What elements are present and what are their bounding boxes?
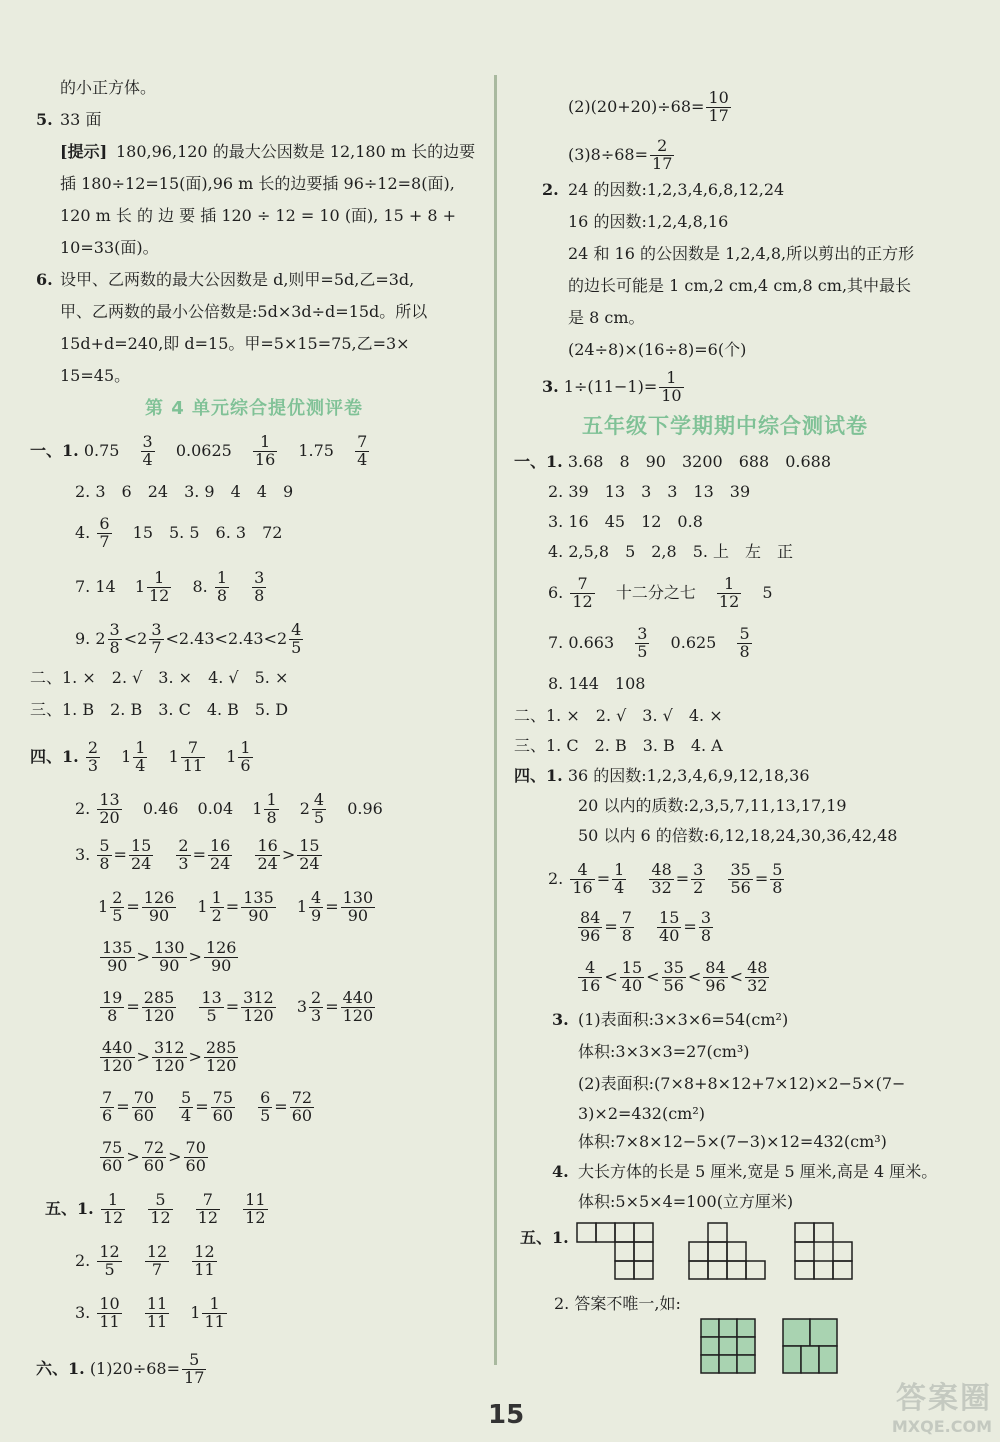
- watermark-bottom: MXQE.COM: [891, 1417, 992, 1436]
- r-s4-q3-line-1: (1)表面积:3×3×6=54(cm²): [578, 1010, 789, 1029]
- r-s3-row: 三、1. C 2. B 3. B 4. A: [514, 736, 723, 755]
- s4-q1-row: 四、1. $\frac{2}{3}$ 1 $\frac{1}{4}$ 1 $\frac{7}{11}$ 1 $\frac{1}{6}$: [30, 738, 251, 775]
- s1-q4-row: 4. $\frac{6}{7}$ 15 5. 5 6. 3 72: [75, 514, 283, 551]
- s4-q3-row-a: 3. $\frac{5}{8}$ = $\frac{15}{24}$ $\frac{2}{3}$ = $\frac{16}{24}$ $\frac{16}{24}$ > $\frac{15}{24}$: [75, 836, 320, 873]
- s2-row: 二、1. × 2. √ 3. × 4. √ 5. ×: [30, 668, 289, 687]
- q6-line-3: 15d+d=240,即 d=15。甲=5×15=75,乙=3×: [60, 334, 410, 353]
- s1-q2-row: 2. 3 6 24 3. 9 4 4 9: [75, 482, 294, 501]
- s4-q3-row-b: 1 $\frac{2}{5}$ = $\frac{126}{90}$ 1 $\frac{1}{2}$ = $\frac{135}{90}$ 1 $\frac{4}{9}$ = $\frac{130}{90}$: [98, 888, 374, 925]
- q6-number: 6.: [36, 270, 53, 289]
- r-s4-q4-number: 4.: [552, 1162, 569, 1181]
- hint-line-1: 180,96,120 的最大公因数是 12,180 m 长的边要: [116, 142, 476, 161]
- r-s4-q1-row-b: 20 以内的质数:2,3,5,7,11,13,17,19: [578, 796, 847, 815]
- r-s1-q3-row: 3. 16 45 12 0.8: [548, 512, 703, 531]
- s4-q3-row-d: $\frac{19}{8}$ = $\frac{285}{120}$ $\frac{13}{5}$ = $\frac{312}{120}$ 3 $\frac{2}{3}$ = $\frac{440}{120}$: [102, 988, 374, 1025]
- r-s1-q6-row: 6. $\frac{7}{12}$ 十二分之七 $\frac{1}{12}$ 5: [548, 574, 773, 611]
- s4-q3-row-c: $\frac{135}{90}$ > $\frac{130}{90}$ > $\frac{126}{90}$: [102, 938, 237, 975]
- view-left-grid: [688, 1222, 768, 1280]
- s3-row: 三、1. B 2. B 3. C 4. B 5. D: [30, 700, 289, 719]
- r-s4-q4-line-2: 体积:5×5×4=100(立方厘米): [578, 1192, 794, 1211]
- s5-q3-row: 3. $\frac{10}{11}$ $\frac{11}{11}$ 1 $\frac{1}{11}$: [75, 1294, 225, 1331]
- r-q2-line-3: 24 和 16 的公因数是 1,2,4,8,所以剪出的正方形: [568, 244, 915, 263]
- s1-q1-b: $\frac{3}{4}$: [142, 432, 153, 469]
- r-s4-q3-line-5: 体积:7×8×12−5×(7−3)×12=432(cm³): [578, 1132, 887, 1151]
- watermark-top: 答案圈: [896, 1381, 992, 1416]
- watermark-logo: [892, 1373, 992, 1436]
- r-s1-q7-row: 7. 0.663 $\frac{3}{5}$ 0.625 $\frac{5}{8}$: [548, 624, 750, 661]
- r-q2-line-2: 16 的因数:1,2,4,8,16: [568, 212, 729, 231]
- hint-line-4: 10=33(面)。: [60, 238, 159, 257]
- s1-q7-row: 7. 14 1 $\frac{1}{12}$ 8. $\frac{1}{8}$ $\frac{3}{8}$: [75, 568, 265, 605]
- r-s5-label: 五、1.: [520, 1228, 569, 1247]
- s1-q9-row: 9. 2 $\frac{3}{8}$ <2 $\frac{3}{7}$ <2.43<2.43<2 $\frac{4}{5}$: [75, 620, 302, 657]
- q6-line-2: 甲、乙两数的最小公倍数是:5d×3d÷d=15d。所以: [60, 302, 428, 321]
- section-title-midterm: 五年级下学期期中综合测试卷: [582, 414, 868, 438]
- r-s2-row: 二、1. × 2. √ 3. √ 4. ×: [514, 706, 723, 725]
- hint-tag: [提示]: [60, 142, 108, 161]
- r-s1-q2-row: 2. 39 13 3 3 13 39: [548, 482, 751, 501]
- r-s4-q2-row-b: $\frac{84}{96}$ = $\frac{7}{8}$ $\frac{15}{40}$ = $\frac{3}{8}$: [580, 908, 711, 945]
- s1-q1-d: $\frac{1}{16}$: [254, 432, 276, 469]
- r-s4-q3-line-4: 3)×2=432(cm²): [578, 1104, 705, 1123]
- s5-q2-row: 2. $\frac{12}{5}$ $\frac{12}{7}$ $\frac{12}{11}$: [75, 1242, 215, 1279]
- cube-net-grid-2: [782, 1318, 838, 1374]
- page-number: 15: [488, 1400, 525, 1430]
- view-top-grid: [794, 1222, 854, 1280]
- s4-q2-row: 2. $\frac{13}{20}$ 0.46 0.04 1 $\frac{1}{8}$ 2 $\frac{4}{5}$ 0.96: [75, 790, 383, 827]
- q5-answer: 33 面: [60, 110, 102, 129]
- right-column: [500, 0, 1000, 1442]
- r-s5-q2-row: 2. 答案不唯一,如:: [554, 1294, 681, 1313]
- s1-q1-f: $\frac{7}{4}$: [357, 432, 368, 469]
- r-s4-q4-line-1: 大长方体的长是 5 厘米,宽是 5 厘米,高是 4 厘米。: [578, 1162, 938, 1181]
- s1-q4-frac: $\frac{6}{7}$: [99, 514, 110, 551]
- r-q1-3: (3)8÷68= $\frac{2}{17}$: [568, 136, 673, 173]
- view-front-grid: [576, 1222, 656, 1280]
- r-q2-number: 2.: [542, 180, 559, 199]
- column-divider: [494, 75, 497, 1365]
- s4-q3-row-g: $\frac{75}{60}$ > $\frac{72}{60}$ > $\frac{70}{60}$: [102, 1138, 206, 1175]
- r-q3-row: 3. 1÷(11−1)= $\frac{1}{10}$: [542, 368, 682, 405]
- s1-q1-e: 1.75: [298, 440, 334, 460]
- q5-number: 5.: [36, 110, 53, 129]
- continued-text: 的小正方体。: [60, 78, 157, 97]
- r-s4-q3-line-3: (2)表面积:(7×8+8×12+7×12)×2−5×(7−: [578, 1074, 906, 1093]
- r-q2-line-5: 是 8 cm。: [568, 308, 645, 327]
- r-s4-q3-number: 3.: [552, 1010, 569, 1029]
- q6-line-4: 15=45。: [60, 366, 131, 385]
- r-s4-q3-line-2: 体积:3×3×3=27(cm³): [578, 1042, 750, 1061]
- s1-q1-c: 0.0625: [175, 440, 232, 460]
- hint-line-3: 120 m 长 的 边 要 插 120 ÷ 12 = 10 (面), 15 + 8 +: [60, 206, 457, 225]
- q6-line-1: 设甲、乙两数的最大公因数是 d,则甲=5d,乙=3d,: [60, 270, 415, 289]
- r-s1-q4-row: 4. 2,5,8 5 2,8 5. 上 左 正: [548, 542, 794, 561]
- cube-net-grid-1: [700, 1318, 756, 1374]
- r-s1-q1-row: 一、1. 3.68 8 90 3200 688 0.688: [514, 452, 832, 471]
- r-q2-line-4: 的边长可能是 1 cm,2 cm,4 cm,8 cm,其中最长: [568, 276, 912, 295]
- s4-q3-row-f: $\frac{7}{6}$ = $\frac{70}{60}$ $\frac{5}{4}$ = $\frac{75}{60}$ $\frac{6}{5}$ = $\frac{72}{60}$: [102, 1088, 313, 1125]
- section-title-unit4: 第 4 单元综合提优测评卷: [145, 398, 364, 419]
- r-q2-line-6: (24÷8)×(16÷8)=6(个): [568, 340, 747, 359]
- r-s4-q1-row-c: 50 以内 6 的倍数:6,12,18,24,30,36,42,48: [578, 826, 898, 845]
- r-q1-2: (2)(20+20)÷68= $\frac{10}{17}$: [568, 88, 729, 125]
- s5-q1-row: 五、1. $\frac{1}{12}$ $\frac{5}{12}$ $\frac{7}{12}$ $\frac{11}{12}$: [45, 1190, 266, 1227]
- r-s4-q2-row-c: $\frac{4}{16}$ < $\frac{15}{40}$ < $\frac{35}{56}$ < $\frac{84}{96}$ < $\frac{48}{32}$: [580, 958, 768, 995]
- s6-q1-row: 六、1. (1)20÷68= $\frac{5}{17}$: [36, 1350, 205, 1387]
- r-s4-q2-row-a: 2. $\frac{4}{16}$ = $\frac{1}{4}$ $\frac{48}{32}$ = $\frac{3}{2}$ $\frac{35}{56}$ = $\frac{5}{8}$: [548, 860, 783, 897]
- r-s4-q1-row-a: 四、1. 36 的因数:1,2,3,4,6,9,12,18,36: [514, 766, 810, 785]
- hint-line-2: 插 180÷12=15(面),96 m 长的边要插 96÷12=8(面),: [60, 174, 455, 193]
- s1-q1-row: [30, 434, 371, 469]
- r-s1-q8-row: 8. 144 108: [548, 674, 646, 693]
- s1-label: 一、1.: [30, 440, 79, 460]
- s1-q1-a: 0.75: [83, 440, 120, 460]
- r-q2-line-1: 24 的因数:1,2,3,4,6,8,12,24: [568, 180, 785, 199]
- s4-q3-row-e: $\frac{440}{120}$ > $\frac{312}{120}$ > $\frac{285}{120}$: [102, 1038, 237, 1075]
